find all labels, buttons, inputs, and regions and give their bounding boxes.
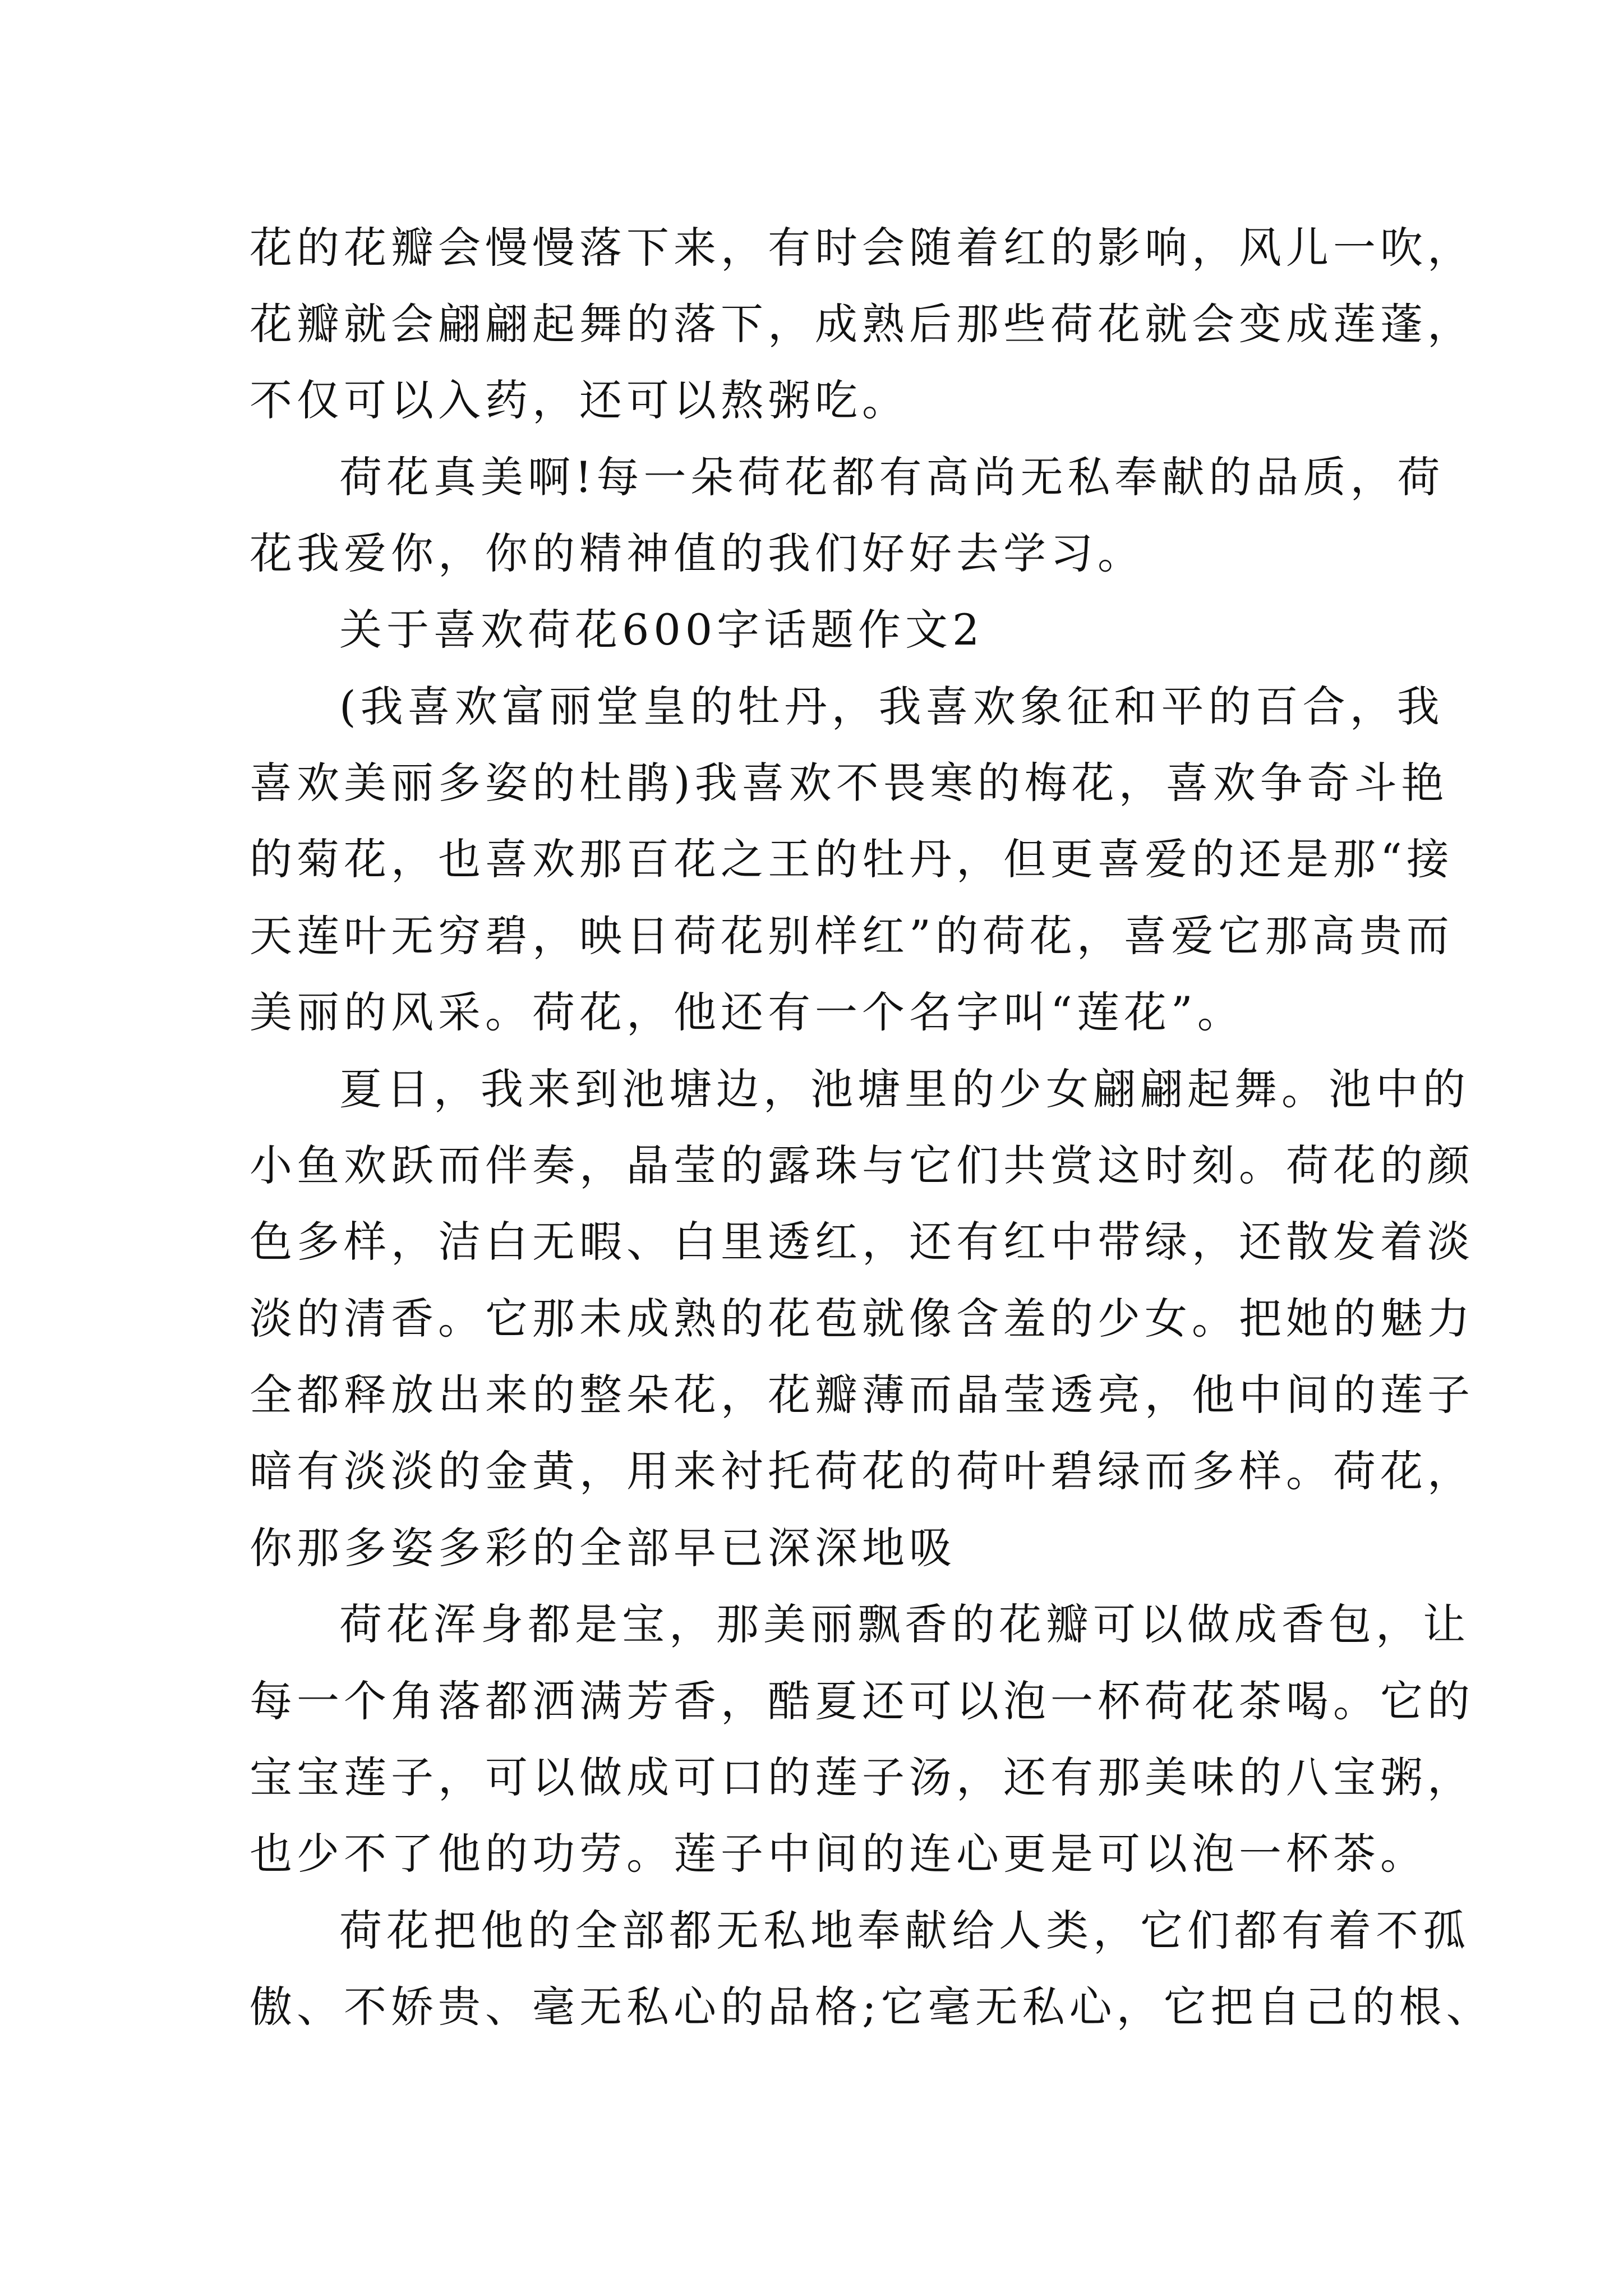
section-title: 关于喜欢荷花600字话题作文2: [339, 605, 984, 655]
text-line: 天莲叶无穷碧，映日荷花别样红”的荷花，喜爱它那高贵而: [250, 911, 1454, 961]
text-line: 不仅可以入药，还可以熬粥吃。: [250, 375, 909, 425]
paragraph-first-line: 夏日，我来到池塘边，池塘里的少女翩翩起舞。池中的: [339, 1064, 1470, 1114]
paragraph-first-line: 荷花真美啊!每一朵荷花都有高尚无私奉献的品质，荷: [339, 452, 1445, 502]
text-line: 美丽的风采。荷花，他还有一个名字叫“莲花”。: [250, 987, 1244, 1037]
text-line: 你那多姿多彩的全部早已深深地吸: [250, 1523, 956, 1573]
text-line: 小鱼欢跃而伴奏，晶莹的露珠与它们共赏这时刻。荷花的颜: [250, 1140, 1474, 1190]
paragraph-first-line: 荷花把他的全部都无私地奉献给人类，它们都有着不孤: [339, 1906, 1470, 1955]
paragraph-first-line: (我喜欢富丽堂皇的牡丹，我喜欢象征和平的百合，我: [339, 682, 1444, 731]
text-line: 的菊花，也喜欢那百花之王的牡丹，但更喜爱的还是那“接: [250, 834, 1454, 884]
text-line: 每一个角落都洒满芳香，酷夏还可以泡一杯荷花茶喝。它的: [250, 1676, 1474, 1726]
text-line: 花瓣就会翩翩起舞的落下，成熟后那些荷花就会变成莲蓬，: [250, 299, 1474, 349]
text-line: 花我爱你，你的精神值的我们好好去学习。: [250, 528, 1145, 578]
text-line: 全都释放出来的整朵花，花瓣薄而晶莹透亮，他中间的莲子: [250, 1370, 1474, 1420]
text-line: 色多样，洁白无暇、白里透红，还有红中带绿，还散发着淡: [250, 1217, 1474, 1267]
text-line: 傲、不娇贵、毫无私心的品格;它毫无私心，它把自己的根、: [250, 1982, 1493, 2032]
text-line: 淡的清香。它那未成熟的花苞就像含羞的少女。把她的魅力: [250, 1294, 1474, 1343]
text-line: 喜欢美丽多姿的杜鹃)我喜欢不畏寒的梅花，喜欢争奇斗艳: [250, 758, 1449, 808]
text-line: 花的花瓣会慢慢落下来，有时会随着红的影响，风儿一吹，: [250, 223, 1474, 273]
paragraph-first-line: 荷花浑身都是宝，那美丽飘香的花瓣可以做成香包，让: [339, 1599, 1470, 1649]
text-line: 宝宝莲子，可以做成可口的莲子汤，还有那美味的八宝粥，: [250, 1752, 1474, 1802]
text-line: 暗有淡淡的金黄，用来衬托荷花的荷叶碧绿而多样。荷花，: [250, 1446, 1474, 1496]
text-line: 也少不了他的功劳。莲子中间的连心更是可以泡一杯茶。: [250, 1829, 1427, 1879]
